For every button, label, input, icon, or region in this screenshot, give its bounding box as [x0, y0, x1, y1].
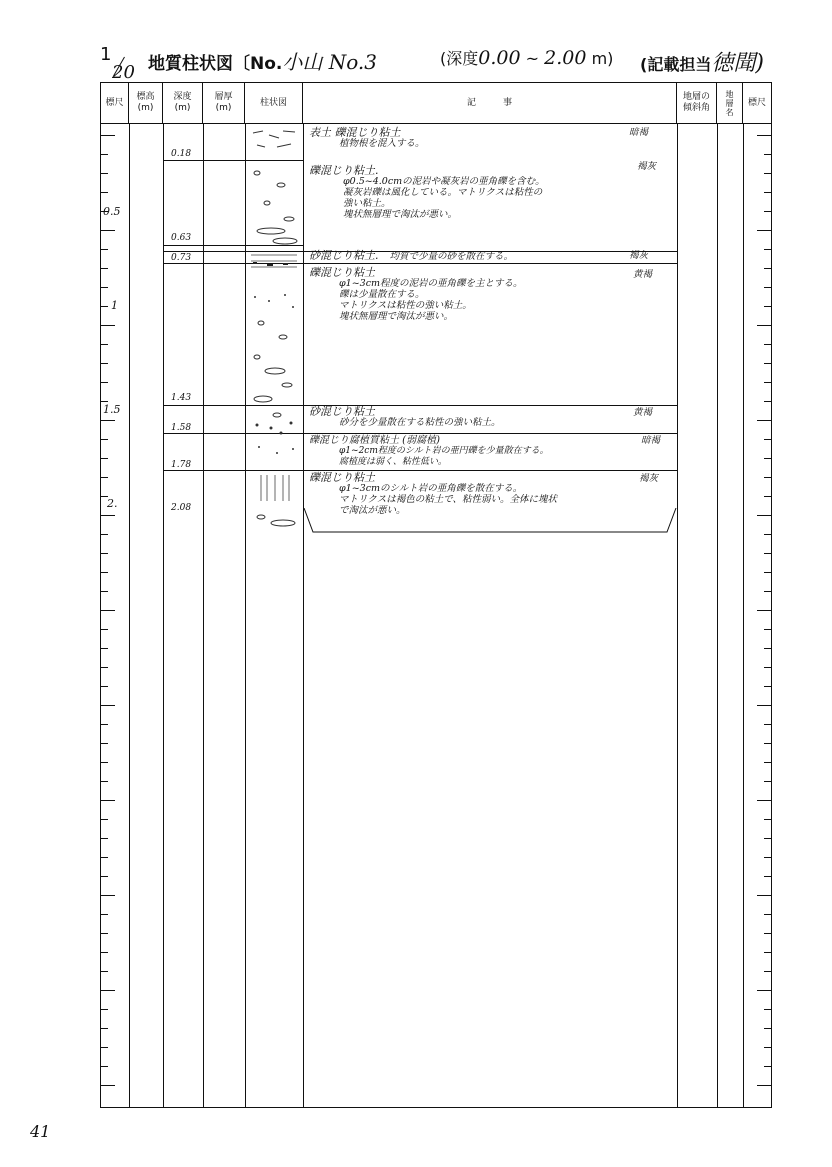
scale-tick: [764, 192, 771, 193]
scale-tick: [101, 952, 108, 953]
layer-color: 暗褐: [629, 127, 649, 138]
scale-tick: [764, 1047, 771, 1048]
scale-tick: [764, 249, 771, 250]
layer-color: 黄褐: [633, 407, 653, 418]
header-elevation: 標高 (m): [129, 83, 163, 123]
sheet-title: [100, 40, 800, 83]
layer-description: 礫混じり粘土 φ1~3cm程度の泥岩の亜角礫を主とする。 礫は少量散在する。 マトリクスは粘性の強い粘土。 塊状無層理で淘汰が悪い。: [309, 266, 523, 322]
scale-tick: [101, 249, 108, 250]
layer-color: 暗褐: [641, 435, 661, 446]
scale-tick: [764, 344, 771, 345]
col-line: [203, 123, 204, 1107]
layer-color: 褐灰: [639, 473, 659, 484]
header-stratum: 地 層 名: [717, 83, 743, 123]
scale-tick: [764, 154, 771, 155]
scale-tick: [764, 382, 771, 383]
scale-tick: [764, 534, 771, 535]
scale-tick: [101, 572, 108, 573]
scale-tick: [101, 268, 108, 269]
depth-label: 0.63: [171, 233, 192, 243]
scale-tick: [764, 686, 771, 687]
header-scale-right: 標尺: [747, 97, 766, 108]
col-line: [303, 123, 304, 1107]
depth-label: 0.18: [171, 149, 192, 159]
layer-description: 礫混じり粘土. φ0.5~4.0cmの泥岩や凝灰岩の亜角礫を含む。 凝灰岩礫は風化している。マトリクスは粘性の 強い粘土。 塊状無層理で淘汰が悪い。: [309, 164, 545, 220]
scale-tick: [101, 439, 108, 440]
scale-tick: [764, 591, 771, 592]
geologic-column-symbol: [247, 123, 301, 533]
scale-tick: [764, 306, 771, 307]
recorder: (記載担当徳聞): [640, 51, 764, 76]
scale-tick: [757, 1085, 771, 1086]
scale-tick: [101, 325, 115, 326]
scale-tick: [757, 610, 771, 611]
scale-tick: [101, 192, 108, 193]
layer-boundary: [163, 470, 677, 471]
scale-tick: [764, 724, 771, 725]
scale-tick: [764, 401, 771, 402]
scale-label: 0.5: [103, 205, 121, 218]
scale-tick: [764, 648, 771, 649]
layer-description: 表土 礫混じり粘土 植物根を混入する。: [309, 126, 425, 149]
col-line: [743, 123, 744, 1107]
scale-tick: [764, 363, 771, 364]
scale-tick: [764, 1028, 771, 1029]
recorder-name: 徳聞): [711, 51, 764, 76]
scale-tick: [101, 819, 108, 820]
header-scale: 標尺: [101, 83, 129, 123]
scale-tick: [101, 667, 108, 668]
layer-color: 黄褐: [633, 269, 653, 280]
layer-description: 砂混じり粘土 砂分を少量散在する粘性の強い粘土。: [309, 405, 501, 428]
scale-tick: [757, 895, 771, 896]
depth-label: 2.08: [171, 503, 192, 513]
scale-tick: [764, 211, 771, 212]
scale-tick: [764, 667, 771, 668]
scale-tick: [764, 287, 771, 288]
scale-tick: [101, 363, 108, 364]
scale-tick: [764, 1009, 771, 1010]
scale-tick: [101, 344, 108, 345]
scale-tick: [101, 933, 108, 934]
scale-tick: [101, 154, 108, 155]
scale-tick: [101, 553, 108, 554]
scale-tick: [101, 895, 115, 896]
scale-tick: [764, 933, 771, 934]
scale-label: 1: [111, 299, 118, 312]
scale-tick: [764, 629, 771, 630]
scale-tick: [101, 515, 115, 516]
scale-tick: [764, 971, 771, 972]
header-column: 柱状図: [245, 83, 303, 123]
scale-tick: [101, 743, 108, 744]
header-thickness: 層厚 (m): [203, 83, 245, 123]
scale-tick: [101, 705, 115, 706]
scale-label: 2.: [107, 497, 118, 510]
scale-tick: [764, 439, 771, 440]
boring-log-table: [100, 82, 772, 1108]
depth-label: 1.58: [171, 423, 192, 433]
scale-tick: [101, 686, 108, 687]
layer-description: 礫混じり粘土 φ1~3cmのシルト岩の亜角礫を散在する。 マトリクスは褐色の粘土で、粘性弱い。全体に塊状 で淘汰が悪い。: [309, 471, 558, 516]
scale-tick: [757, 230, 771, 231]
layer-description: 礫混じり腐植質粘土 (弱腐植) φ1~2cm程度のシルト岩の亜円礫を少量散在する。 腐植度は弱く、粘性低い。: [309, 435, 549, 467]
depth-range: (深度0.00 ~ 2.00 m): [440, 47, 614, 69]
scale-tick: [101, 477, 108, 478]
scale-tick: [764, 876, 771, 877]
scale-tick: [101, 420, 115, 421]
scale-tick: [101, 629, 108, 630]
scale-tick: [101, 838, 108, 839]
scale-tick: [101, 648, 108, 649]
scale-tick: [757, 325, 771, 326]
scale-tick: [764, 496, 771, 497]
scale-tick: [757, 705, 771, 706]
col-line: [245, 123, 246, 1107]
scale-tick: [101, 382, 108, 383]
scale-tick: [101, 762, 108, 763]
col-line: [163, 123, 164, 1107]
scale-tick: [757, 990, 771, 991]
scale-tick: [101, 135, 115, 136]
header-divider: [101, 123, 771, 124]
scale-tick: [101, 534, 108, 535]
scale-tick: [101, 990, 115, 991]
scale-tick: [757, 420, 771, 421]
depth-label: 0.73: [171, 253, 192, 263]
scale-tick: [101, 971, 108, 972]
scale-tick: [101, 800, 115, 801]
scale-denominator: 20: [112, 62, 135, 83]
scale-tick: [764, 781, 771, 782]
col-line: [677, 123, 678, 1107]
header-depth: 深度 (m): [163, 83, 203, 123]
scale-tick: [101, 173, 108, 174]
scale-tick: [764, 477, 771, 478]
title-label: 地質柱状図〔No.小山 No.3: [148, 50, 378, 74]
scale-tick: [101, 724, 108, 725]
scale-tick: [101, 591, 108, 592]
scale-tick: [101, 1009, 108, 1010]
col-line: [129, 123, 130, 1107]
scale-tick: [764, 743, 771, 744]
scale-tick: [764, 762, 771, 763]
depth-label: 1.43: [171, 393, 192, 403]
scale-tick: [764, 952, 771, 953]
depth-label: 1.78: [171, 460, 192, 470]
layer-description: 砂混じり粘土. 均質で少量の砂を散在する。: [309, 249, 514, 262]
scale-tick: [101, 914, 108, 915]
layer-color: 褐灰: [637, 161, 657, 172]
scale-tick: [101, 610, 115, 611]
scale-tick: [101, 1066, 108, 1067]
header-description: 記 事: [303, 83, 677, 123]
scale-tick: [764, 819, 771, 820]
scale-tick: [757, 135, 771, 136]
scale-tick: [764, 572, 771, 573]
scale-tick: [101, 876, 108, 877]
scale-tick: [101, 306, 108, 307]
boring-number: 小山 No.3: [282, 50, 378, 74]
scale-tick: [101, 781, 108, 782]
scale-tick: [101, 1085, 115, 1086]
header-dip: 地層の 傾斜角: [677, 83, 717, 123]
scale-numerator: 1: [100, 44, 112, 65]
scale-tick: [764, 857, 771, 858]
scale-tick: [101, 1047, 108, 1048]
scale-tick: [764, 553, 771, 554]
layer-color: 褐灰: [629, 250, 649, 261]
scale-tick: [764, 914, 771, 915]
scale-tick: [764, 268, 771, 269]
scale-tick: [101, 401, 108, 402]
scale-tick: [101, 458, 108, 459]
scale-tick: [764, 838, 771, 839]
scale-tick: [764, 1066, 771, 1067]
scale-tick: [757, 800, 771, 801]
scale-tick: [101, 1028, 108, 1029]
layer-boundary: [163, 263, 677, 264]
scale-tick: [101, 287, 108, 288]
col-line: [717, 123, 718, 1107]
scale-tick: [764, 173, 771, 174]
layer-boundary: [163, 433, 677, 434]
page-number: 41: [30, 1122, 51, 1141]
scale-tick: [764, 458, 771, 459]
scale-tick: [757, 515, 771, 516]
scale-tick: [101, 230, 115, 231]
scale-label: 1.5: [103, 403, 121, 416]
scale-tick: [101, 857, 108, 858]
